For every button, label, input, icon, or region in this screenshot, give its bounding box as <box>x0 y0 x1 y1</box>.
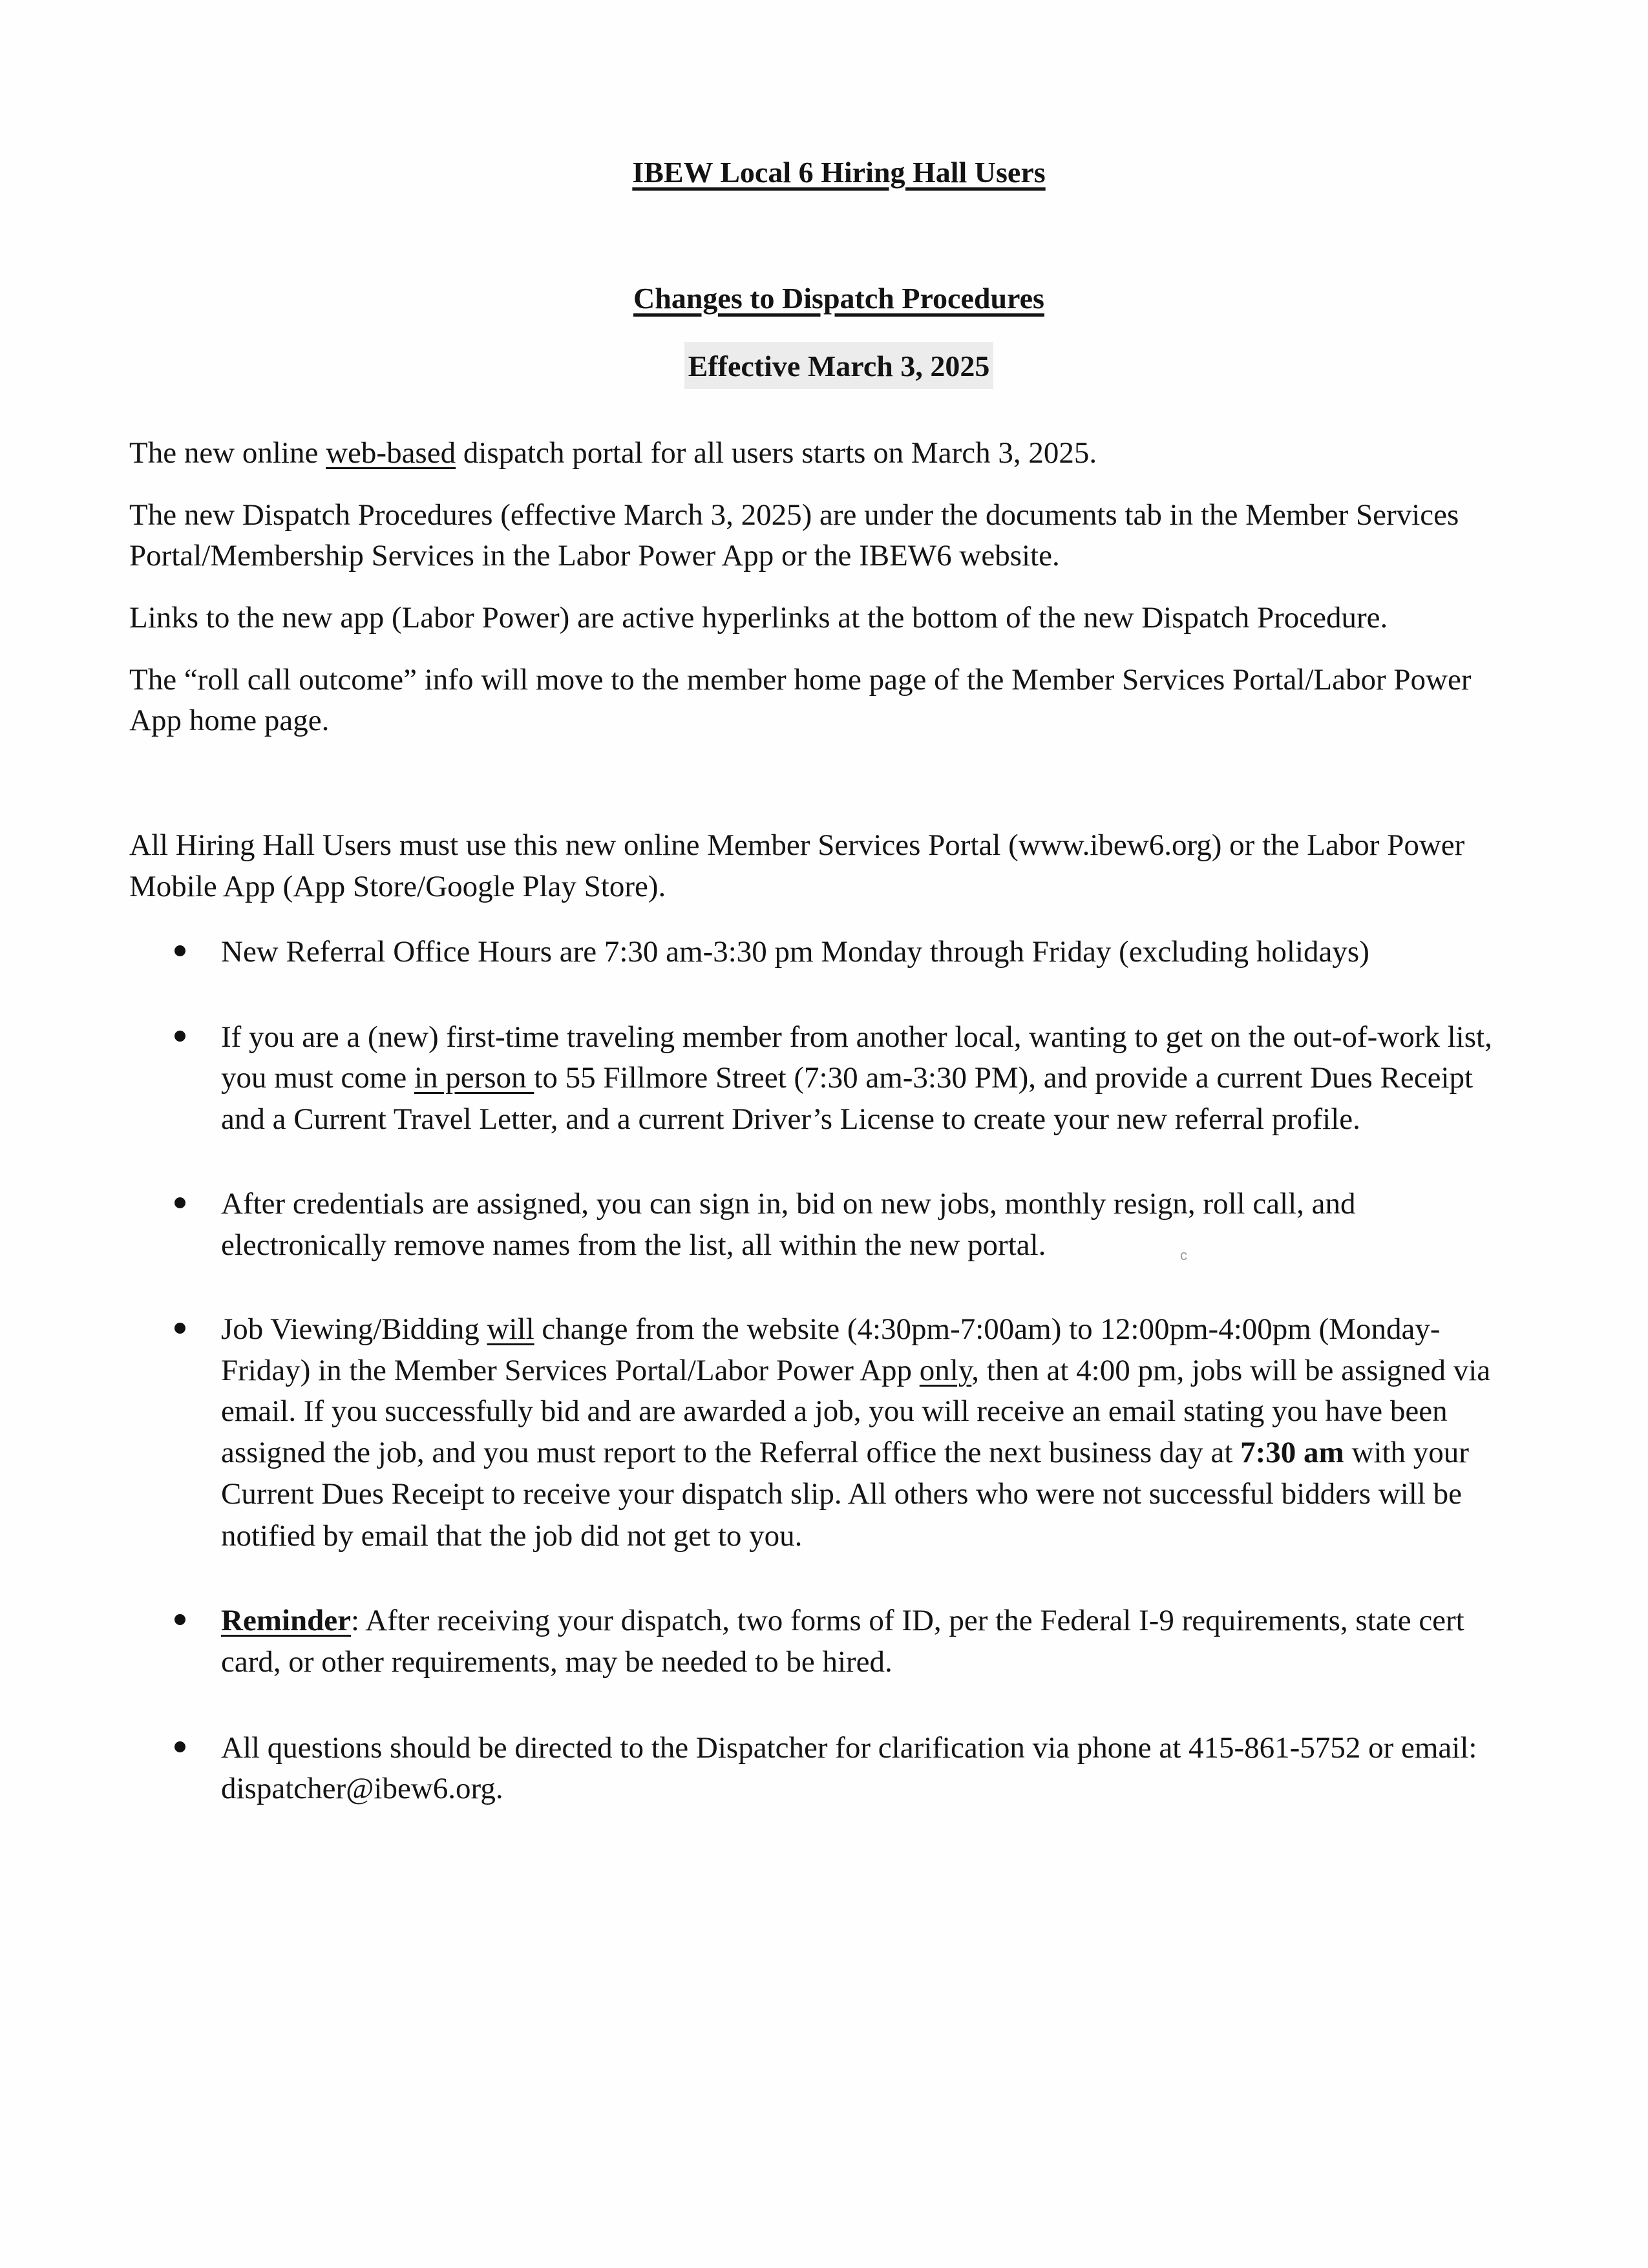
paragraph-line <box>129 706 329 736</box>
paragraph-line <box>129 438 1097 468</box>
bullet-item-line <box>221 1521 802 1551</box>
text-segment: email. If you successfully bid and are awarded a job, you will receive an email stating you have been <box>221 1394 1448 1428</box>
text-segment: App home page. <box>129 704 330 737</box>
bullet-item-line <box>221 1647 893 1677</box>
text-segment: Portal/Membership Services in the Labor Power App or the IBEW6 website. <box>129 539 1060 572</box>
paragraph-line <box>129 603 1388 633</box>
text-segment: with your <box>1344 1436 1469 1469</box>
underlined-text: in person <box>414 1061 534 1095</box>
bullet-icon <box>174 1197 185 1208</box>
text-segment: Current Dues Receipt to receive your dispatch slip. All others who were not successful bidders will be <box>221 1477 1463 1511</box>
text-segment: notified by email that the job did not get to you. <box>221 1519 803 1553</box>
text-segment: change from the website (4:30pm-7:00am) to 12:00pm-4:00pm (Monday- <box>534 1312 1441 1346</box>
underlined-text: only <box>919 1354 972 1387</box>
text-segment: All questions should be directed to the Dispatcher for clarification via phone at 415-861-5752 or email: <box>221 1731 1477 1765</box>
bullet-item-line <box>221 1230 1046 1261</box>
document-title <box>0 128 1648 217</box>
underlined-text: web-based <box>326 436 456 470</box>
text-segment: card, or other requirements, may be needed to be hired. <box>221 1645 893 1679</box>
text-segment: After credentials are assigned, you can sign in, bid on new jobs, monthly resign, roll call, and <box>221 1187 1356 1221</box>
text-segment: electronically remove names from the list, all within the new portal. <box>221 1228 1046 1262</box>
bullet-item-line <box>221 1606 1464 1636</box>
paragraph-line <box>129 665 1472 695</box>
bullet-item-line <box>221 937 1369 967</box>
text-segment: dispatcher@ibew6.org. <box>221 1772 503 1805</box>
paragraph-line <box>129 541 1060 571</box>
bullet-item-line <box>221 1063 1473 1093</box>
bullet-item-line <box>221 1438 1469 1468</box>
bullet-icon <box>174 1614 185 1625</box>
bullet-item-line <box>221 1396 1448 1427</box>
bullet-icon <box>174 1323 185 1334</box>
text-segment: and a Current Travel Letter, and a current Driver’s License to create your new referral profile. <box>221 1102 1360 1136</box>
text-segment: Job Viewing/Bidding <box>221 1312 487 1346</box>
bullet-icon <box>174 945 185 956</box>
text-segment: If you are a (new) first-time traveling member from another local, wanting to get on the out-of-work list, <box>221 1020 1492 1054</box>
bold-text: 7:30 am <box>1240 1436 1344 1469</box>
text-segment: Mobile App (App Store/Google Play Store). <box>129 870 666 903</box>
bullet-item-line <box>221 1189 1356 1219</box>
text-segment: The new Dispatch Procedures (effective March 3, 2025) are under the documents tab in the Member Services <box>129 498 1459 532</box>
text-segment: you must come <box>221 1061 414 1095</box>
text-segment: assigned the job, and you must report to the Referral office the next business day at <box>221 1436 1241 1469</box>
text-segment: Links to the new app (Labor Power) are active hyperlinks at the bottom of the new Dispatch Procedure. <box>129 601 1388 635</box>
bullet-item-line <box>221 1314 1441 1345</box>
text-segment: Friday) in the Member Services Portal/Labor Power App <box>221 1354 920 1387</box>
scan-artifact-mark: c <box>1180 1247 1187 1263</box>
underlined-text: Reminder <box>221 1604 352 1637</box>
bullet-icon <box>174 1031 185 1042</box>
bullet-item-line <box>221 1479 1462 1509</box>
bullet-item-line <box>221 1104 1360 1135</box>
text-segment: The “roll call outcome” info will move to the member home page of the Member Services Portal/Labor Power <box>129 663 1472 697</box>
text-segment: : After receiving your dispatch, two forms of ID, per the Federal I-9 requirements, state cert <box>351 1604 1464 1637</box>
effective-date-heading <box>0 322 1648 411</box>
text-segment: New Referral Office Hours are 7:30 am-3:30 pm Monday through Friday (excluding holidays) <box>221 935 1369 969</box>
text-segment: dispatch portal for all users starts on March 3, 2025. <box>456 436 1097 470</box>
paragraph-line <box>129 872 666 902</box>
underlined-text: will <box>487 1312 534 1346</box>
title-main: IBEW Local 6 Hiring Hall Users <box>632 156 1046 189</box>
paragraph-line <box>129 500 1459 530</box>
bullet-item-line <box>221 1356 1490 1386</box>
paragraph-line <box>129 830 1464 861</box>
text-segment: , then at 4:00 pm, jobs will be assigned via <box>971 1354 1491 1387</box>
bullet-item-line <box>221 1733 1477 1763</box>
title-subtitle: Changes to Dispatch Procedures <box>633 282 1044 315</box>
text-segment: The new online <box>129 436 326 470</box>
effective-date: Effective March 3, 2025 <box>684 342 994 389</box>
text-segment: to 55 Fillmore Street (7:30 am-3:30 PM), and provide a current Dues Receipt <box>534 1061 1474 1095</box>
bullet-item-line <box>221 1774 503 1804</box>
bullet-item-line <box>221 1022 1492 1053</box>
text-segment: All Hiring Hall Users must use this new online Member Services Portal (www.ibew6.org) or the Labor Power <box>129 828 1465 862</box>
bullet-icon <box>174 1741 185 1752</box>
